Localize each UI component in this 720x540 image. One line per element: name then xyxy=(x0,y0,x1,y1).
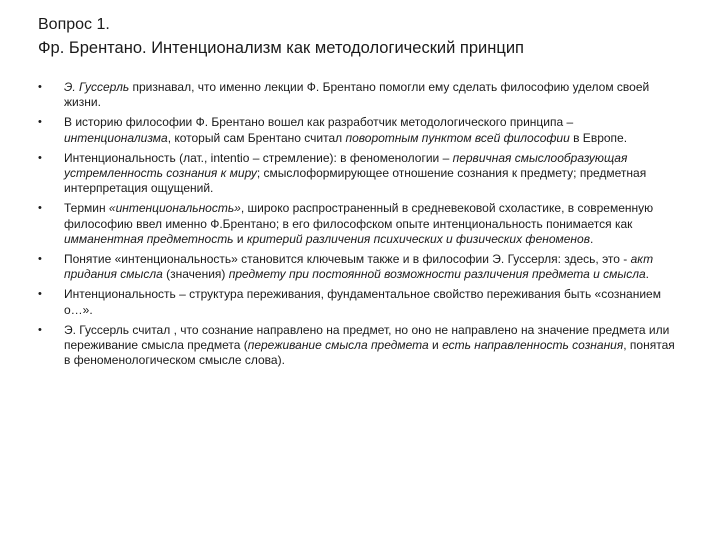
bullet-icon: • xyxy=(38,288,42,301)
text-run: Интенциональность – структура переживания, фундаментальное свойство переживания быть «сознанием о…». xyxy=(64,287,661,317)
text-run: Понятие «интенциональность» становится ключевым также и в философии Э. Гуссерля: здесь, это - xyxy=(64,252,631,267)
bullet-text xyxy=(64,252,653,281)
bullet-text xyxy=(64,80,649,109)
bullet-text xyxy=(64,201,653,245)
bullet-item xyxy=(38,151,680,197)
bullet-text xyxy=(64,115,627,144)
text-run: . xyxy=(645,267,649,282)
text-run: признавал, что именно лекции Ф. Брентано помогли ему сделать философию уделом своей жизни. xyxy=(64,80,650,110)
bullet-text xyxy=(64,151,646,195)
text-run: и xyxy=(233,231,247,246)
bullet-list xyxy=(38,80,680,368)
italic-text: акт придания смысла xyxy=(64,252,654,282)
bullet-item xyxy=(38,80,680,110)
text-run: , который сам Брентано считал xyxy=(167,130,346,145)
bullet-text xyxy=(64,323,675,367)
bullet-icon: • xyxy=(38,253,42,266)
bullet-text xyxy=(64,287,661,316)
page-subtitle: Фр. Брентано. Интенционализм как методологический принцип xyxy=(38,39,524,57)
bullet-item xyxy=(38,115,680,145)
bullet-icon: • xyxy=(38,202,42,215)
bullet-icon: • xyxy=(38,323,42,336)
text-run: Э. Гуссерль считал , что сознание направлено на предмет, но оно не направлено на значение предмета или переживание смысла предмета ( xyxy=(64,322,670,353)
text-run: и xyxy=(428,338,443,353)
italic-text: интенционализма xyxy=(64,130,168,145)
italic-text: критерий различения психических и физических феноменов xyxy=(246,231,590,246)
italic-text: имманентная предметность xyxy=(64,231,234,246)
bullet-item xyxy=(38,323,680,369)
text-run: Термин xyxy=(64,201,109,216)
bullet-icon: • xyxy=(38,81,42,93)
italic-text: предмету при постоянной возможности различения предмета и смысла xyxy=(228,267,646,282)
text-run: (значения) xyxy=(162,267,229,282)
italic-text: переживание смысла предмета xyxy=(247,338,429,353)
text-run: , широко распространенный в средневековой схоластике, в современную философию ввел именно Ф.Брентано; в его философском опыте интенциональность понимается как xyxy=(64,201,654,231)
bullet-item xyxy=(38,252,680,282)
italic-text: есть направленность сознания xyxy=(442,338,624,353)
italic-text: Э. Гуссерль xyxy=(64,80,130,94)
bullet-icon: • xyxy=(38,116,42,129)
italic-text: первичная смыслообразующая устремленность сознания к миру xyxy=(64,150,628,181)
bullet-item xyxy=(38,287,680,317)
italic-text: поворотным пунктом всей философии xyxy=(345,130,570,145)
text-run: . xyxy=(589,231,594,246)
text-run: в Европе. xyxy=(569,130,628,145)
italic-text: «интенциональность» xyxy=(108,201,241,216)
text-run: ; смыслоформирующее отношение сознания к предмету; предметная интерпретация ощущений. xyxy=(64,166,647,196)
bullet-item xyxy=(38,201,680,247)
bullet-icon: • xyxy=(38,151,42,164)
text-run: Интенциональность (лат., intentio – стремление): в феноменологии – xyxy=(64,150,453,165)
text-run: , понятая в феноменологическом смысле слова). xyxy=(64,338,675,368)
page-title: Вопрос 1. xyxy=(38,16,110,33)
text-run: В историю философии Ф. Брентано вошел как разработчик методологического принципа – xyxy=(64,115,574,130)
